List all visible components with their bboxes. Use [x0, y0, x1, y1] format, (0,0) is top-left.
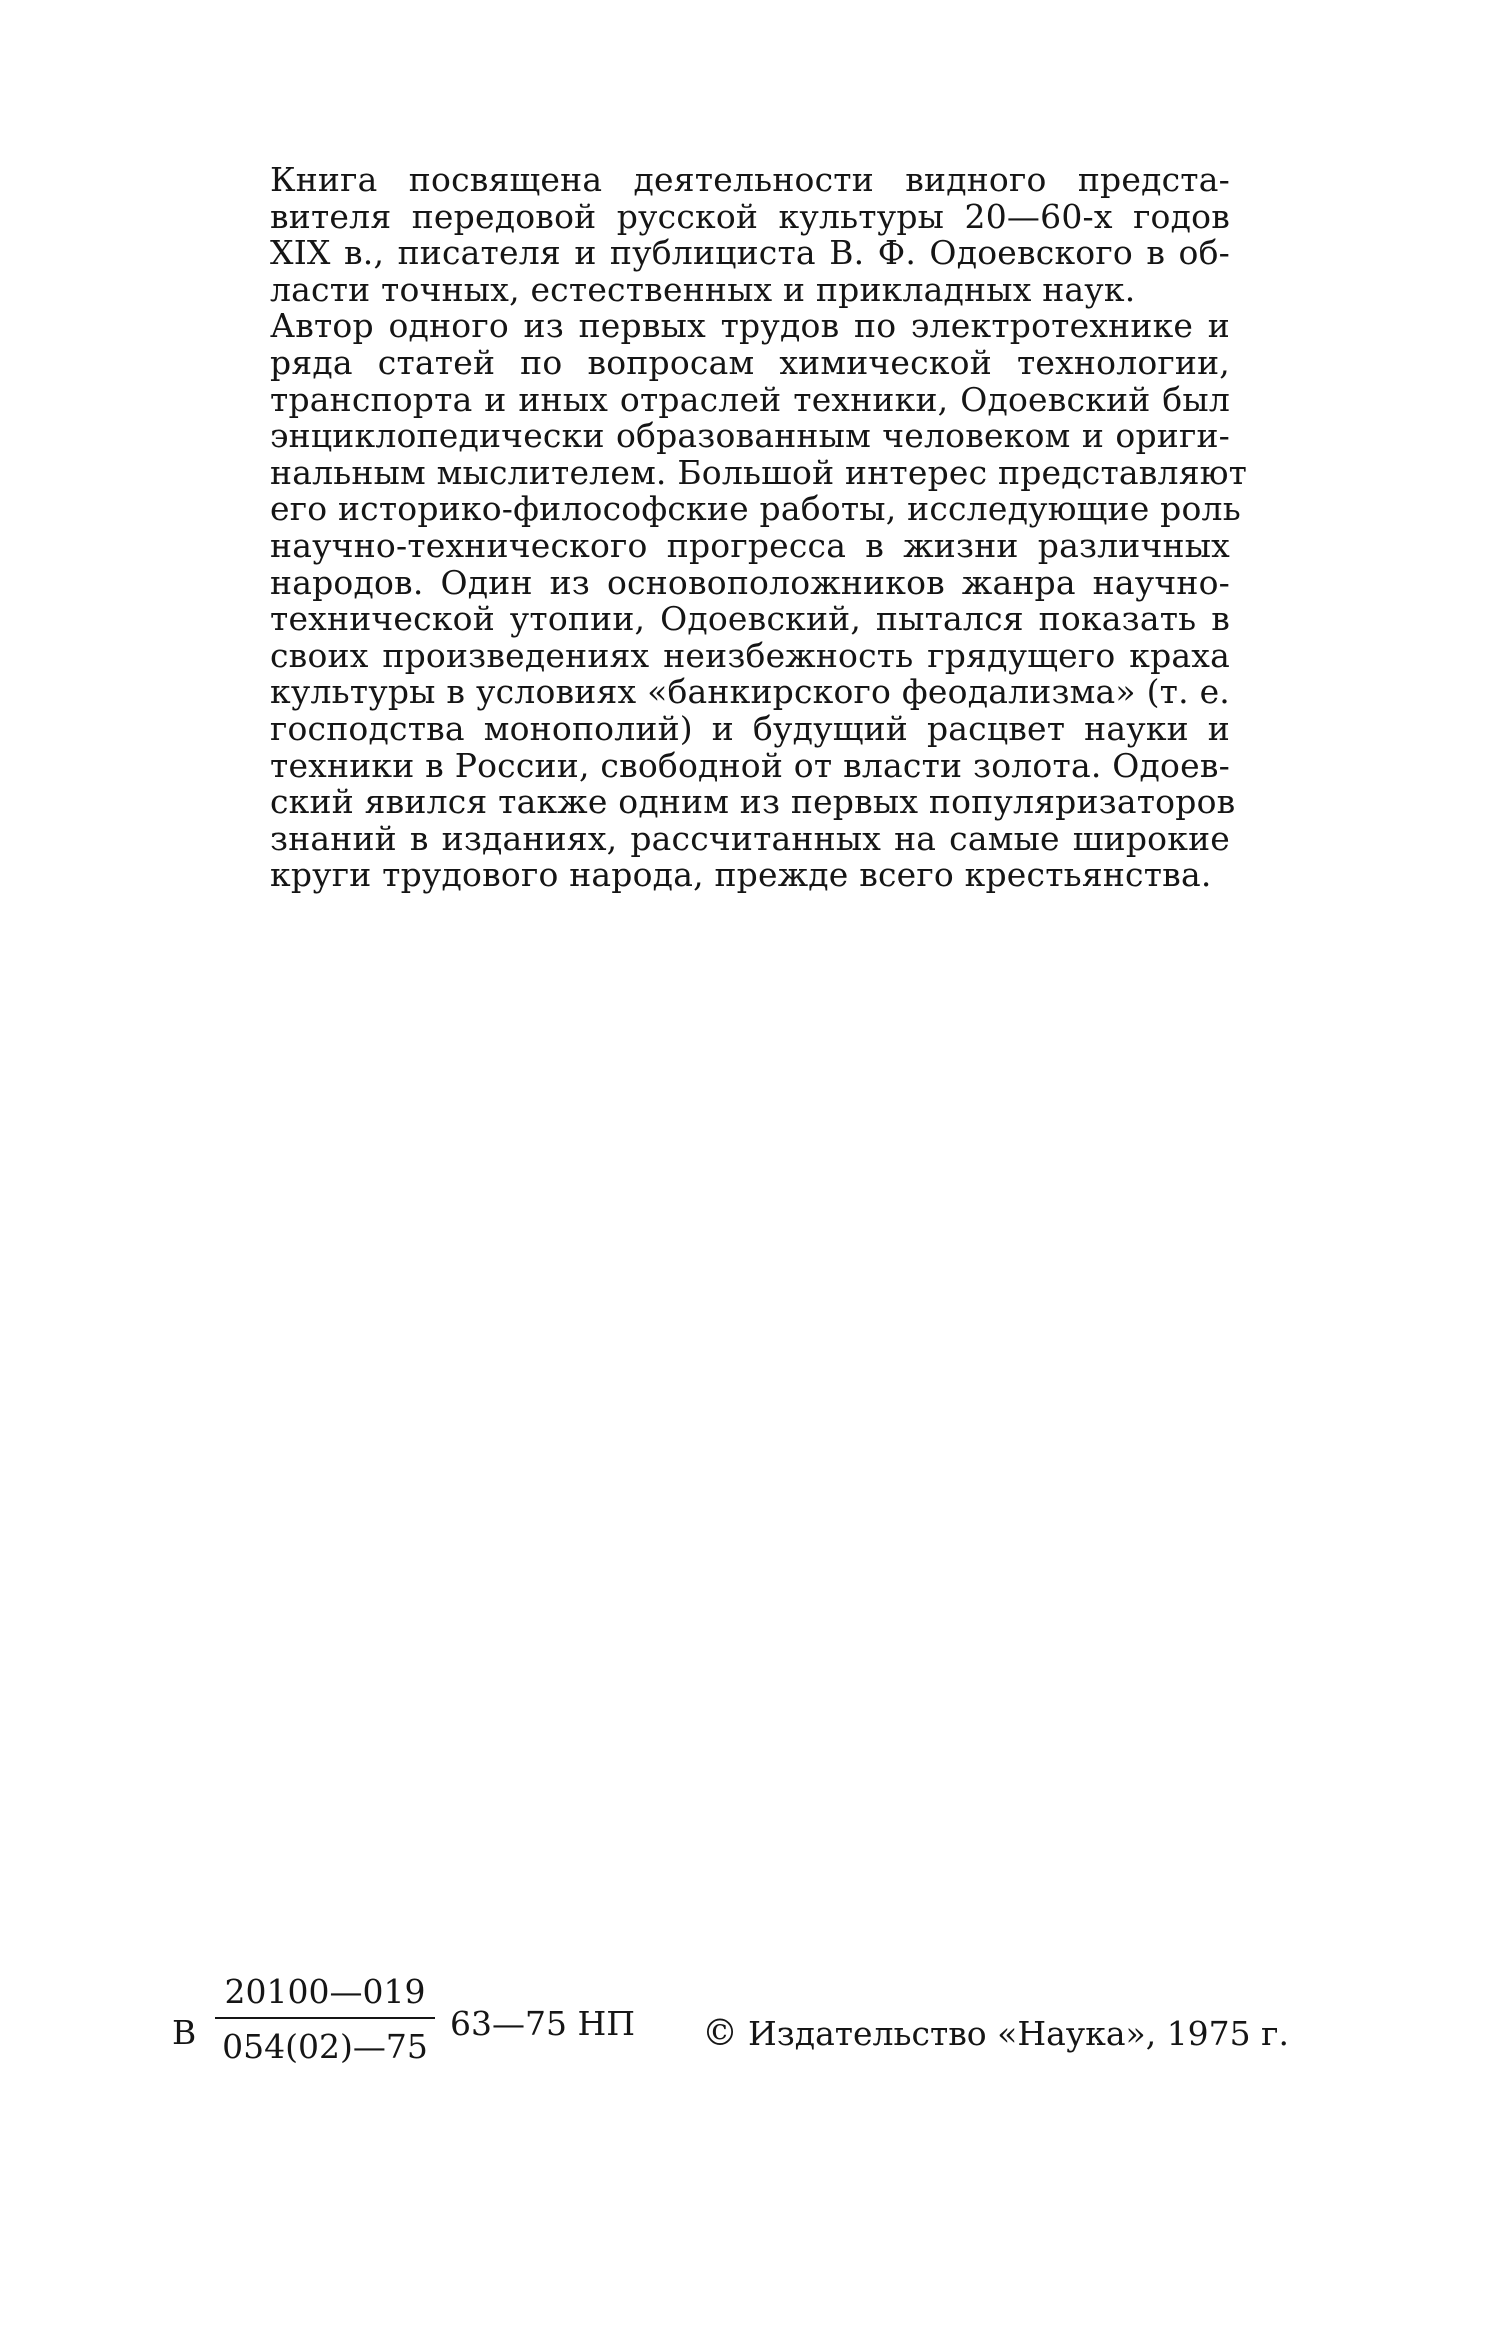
text-line: ряда статей по вопросам химической технологии, [270, 342, 1230, 382]
text-line: господства монополий) и будущий расцвет науки и [270, 708, 1230, 748]
text-line: транспорта и иных отраслей техники, Одоевский был [270, 379, 1230, 419]
annotation-paragraph-2 [270, 306, 1248, 895]
text-line: технической утопии, Одоевский, пытался показать в [270, 599, 1230, 639]
text-line: ский явился также одним из первых популяризаторов [270, 782, 1236, 822]
text-line: научно-технического прогресса в жизни различных [270, 525, 1230, 565]
text-line: знаний в изданиях, рассчитанных на самые широкие [270, 818, 1230, 858]
index-letter: В [172, 2013, 197, 2052]
fraction-denominator: 054(02)—75 [222, 2027, 428, 2066]
catalog-fraction [215, 1972, 435, 2066]
text-line: культуры в условиях «банкирского феодализма» (т. е. [270, 672, 1230, 712]
text-line: круги трудового народа, прежде всего крестьянства. [270, 855, 1212, 895]
copyright-notice [702, 2013, 1289, 2054]
text-line: народов. Один из основоположников жанра научно- [270, 562, 1230, 602]
text-line: своих произведениях неизбежность грядущего краха [270, 635, 1230, 675]
fraction-numerator: 20100—019 [215, 1975, 435, 2019]
publisher-text: Издательство «Наука», 1975 г. [748, 2014, 1289, 2053]
book-annotation [270, 160, 1248, 895]
text-line: его историко-философские работы, исследующие роль [270, 489, 1241, 529]
annotation-paragraph-1 [270, 162, 1230, 308]
text-line: техники в России, свободной от власти золота. Одоев- [270, 745, 1230, 785]
text-line: вителя передовой русской культуры 20—60-х годов [270, 196, 1230, 236]
publication-imprint [172, 1972, 1322, 2085]
text-line: ласти точных, естественных и прикладных наук. [270, 269, 1136, 309]
text-line: Автор одного из первых трудов по электротехнике и [270, 306, 1230, 346]
copyright-icon: © [702, 2013, 738, 2054]
catalog-code: 63—75 НП [450, 2004, 636, 2043]
text-line: Книга посвящена деятельности видного предста- [270, 160, 1230, 199]
text-line: энциклопедически образованным человеком и ориги- [270, 416, 1230, 456]
text-line: XIX в., писателя и публициста В. Ф. Одоевского в об- [270, 233, 1230, 273]
text-line: нальным мыслителем. Большой интерес представляют [270, 452, 1248, 492]
